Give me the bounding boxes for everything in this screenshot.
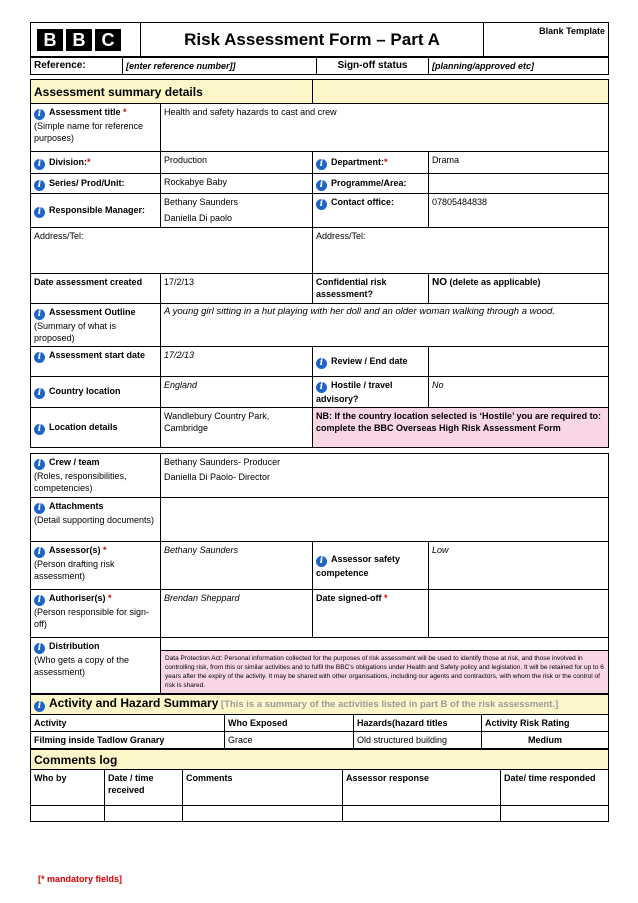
- crew-cell: [31, 454, 161, 498]
- location-field[interactable]: Wandlebury Country Park, Cambridge: [161, 408, 313, 448]
- hostile-cell: [313, 377, 429, 408]
- signed-cell: [313, 590, 429, 638]
- form-title: Risk Assessment Form – Part A: [141, 23, 484, 57]
- comment-cell[interactable]: [105, 806, 183, 822]
- summary-heading-blank: [313, 80, 609, 104]
- crew-member-2: Daniella Di Paolo- Director: [164, 472, 271, 482]
- comment-cell[interactable]: [343, 806, 501, 822]
- address-field-2[interactable]: Address/Tel:: [313, 228, 609, 274]
- mandatory-star: *: [384, 593, 388, 603]
- country-field[interactable]: England: [161, 377, 313, 408]
- signed-label: Date signed-off: [316, 593, 382, 603]
- hostile-field[interactable]: No: [429, 377, 609, 408]
- info-icon: i: [316, 358, 327, 369]
- date-received-col-header: Date / time received: [105, 770, 183, 806]
- header-table: [30, 22, 609, 57]
- reference-label: Reference:: [31, 58, 123, 75]
- authoriser-label: Authoriser(s): [49, 593, 106, 603]
- assessor-sub: (Person drafting risk assessment): [34, 559, 115, 581]
- comments-heading: Comments log: [31, 750, 609, 770]
- attach-sub: (Detail supporting documents): [34, 515, 155, 525]
- contact-cell: [313, 194, 429, 228]
- signoff-label: Sign-off status: [317, 58, 429, 75]
- info-icon: i: [34, 109, 45, 120]
- reference-field[interactable]: [enter reference number]]: [123, 58, 317, 75]
- assessor-response-col-header: Assessor response: [343, 770, 501, 806]
- mandatory-star: *: [108, 593, 112, 603]
- division-field[interactable]: Production: [161, 152, 313, 174]
- logo-letter-b2: B: [66, 29, 92, 51]
- risk-rating-col-header: Activity Risk Rating: [482, 715, 609, 732]
- department-field[interactable]: Drama: [429, 152, 609, 174]
- reference-table: [30, 57, 609, 75]
- activity-cell[interactable]: Filming inside Tadlow Granary: [31, 732, 225, 749]
- summary-heading: Assessment summary details: [31, 80, 313, 104]
- programme-field[interactable]: [429, 174, 609, 194]
- attach-field[interactable]: [161, 498, 609, 542]
- programme-cell: [313, 174, 429, 194]
- who-exposed-cell[interactable]: Grace: [225, 732, 354, 749]
- manager-label: Responsible Manager:: [49, 204, 146, 215]
- hazards-col-header: Hazards(hazard titles: [354, 715, 482, 732]
- info-icon: i: [316, 180, 327, 191]
- assessor-label: Assessor(s): [49, 545, 101, 555]
- info-icon: i: [34, 352, 45, 363]
- hazards-cell[interactable]: Old structured building: [354, 732, 482, 749]
- info-icon: i: [34, 207, 45, 218]
- info-icon: i: [34, 701, 45, 712]
- manager-name-1: Bethany Saunders: [164, 197, 239, 207]
- info-icon: i: [316, 382, 327, 393]
- distribution-cell: [31, 638, 161, 694]
- distribution-field[interactable]: [161, 638, 609, 694]
- info-icon: i: [34, 309, 45, 320]
- assessor-cell: [31, 542, 161, 590]
- table-row: [31, 806, 609, 822]
- assessment-title-label: Assessment title: [49, 107, 121, 117]
- department-cell: [313, 152, 429, 174]
- competence-field[interactable]: Low: [429, 542, 609, 590]
- attach-label: Attachments: [49, 501, 104, 511]
- crew-field[interactable]: [161, 454, 609, 498]
- assessment-title-cell: [31, 104, 161, 152]
- signoff-field[interactable]: [planning/approved etc]: [429, 58, 609, 75]
- info-icon: i: [34, 503, 45, 514]
- info-icon: i: [34, 547, 45, 558]
- info-icon: i: [34, 180, 45, 191]
- start-label: Assessment start date: [49, 350, 146, 360]
- summary-table: [30, 79, 609, 694]
- assessment-title-sub: (Simple name for reference purposes): [34, 121, 144, 143]
- who-exposed-col-header: Who Exposed: [225, 715, 354, 732]
- contact-label: Contact office:: [331, 197, 394, 207]
- competence-label: Assessor safety competence: [316, 553, 401, 578]
- authoriser-cell: [31, 590, 161, 638]
- who-by-col-header: Who by: [31, 770, 105, 806]
- series-label: Series/ Prod/Unit:: [49, 177, 125, 188]
- info-icon: i: [316, 159, 327, 170]
- crew-label: Crew / team: [49, 457, 100, 467]
- mandatory-star: *: [384, 156, 388, 167]
- location-cell: [31, 408, 161, 448]
- confidential-field[interactable]: [429, 274, 609, 304]
- location-label: Location details: [49, 421, 118, 432]
- signed-field[interactable]: [429, 590, 609, 638]
- crew-sub: (Roles, responsibilities, competencies): [34, 471, 127, 493]
- logo-letter-b1: B: [37, 29, 63, 51]
- info-icon: i: [316, 199, 327, 210]
- division-cell: [31, 152, 161, 174]
- assessment-title-field[interactable]: Health and safety hazards to cast and crew: [161, 104, 609, 152]
- outline-label: Assessment Outline: [49, 307, 136, 317]
- contact-field[interactable]: 07805484838: [429, 194, 609, 228]
- info-icon: i: [34, 159, 45, 170]
- review-cell: [313, 347, 429, 377]
- comment-cell[interactable]: [31, 806, 105, 822]
- series-field[interactable]: Rockabye Baby: [161, 174, 313, 194]
- comment-cell[interactable]: [501, 806, 609, 822]
- manager-field[interactable]: [161, 194, 313, 228]
- manager-cell: [31, 194, 161, 228]
- comments-table: [30, 749, 609, 822]
- info-icon: i: [34, 388, 45, 399]
- info-icon: i: [34, 643, 45, 654]
- template-label: Blank Template: [484, 23, 609, 57]
- hostile-label: Hostile / travel advisory?: [316, 380, 393, 404]
- outline-cell: [31, 304, 161, 347]
- outline-field[interactable]: A young girl sitting in a hut playing with her doll and an older woman walking through a wood.: [161, 304, 609, 347]
- info-icon: i: [34, 595, 45, 606]
- division-label: Division:: [49, 156, 88, 167]
- series-cell: [31, 174, 161, 194]
- comments-col-header: Comments: [183, 770, 343, 806]
- info-icon: i: [316, 556, 327, 567]
- confidential-label: Confidential risk assessment?: [313, 274, 429, 304]
- location-note: NB: If the country location selected is ‘Hostile’ you are required to: complete the BBC Overseas High Risk Assessment Form: [313, 408, 609, 448]
- bbc-logo: [31, 23, 141, 57]
- country-cell: [31, 377, 161, 408]
- activity-heading: Activity and Hazard Summary: [49, 696, 219, 710]
- info-icon: i: [34, 424, 45, 435]
- table-row: [31, 732, 609, 749]
- address-field-1[interactable]: Address/Tel:: [31, 228, 313, 274]
- mandatory-star: *: [87, 156, 91, 167]
- logo-letter-c: C: [95, 29, 121, 51]
- distribution-sub: (Who gets a copy of the assessment): [34, 655, 130, 677]
- risk-rating-cell[interactable]: Medium: [482, 732, 609, 749]
- assessor-field[interactable]: Bethany Saunders: [161, 542, 313, 590]
- confidential-value: NO: [432, 277, 447, 288]
- start-cell: [31, 347, 161, 377]
- mandatory-star: *: [103, 545, 107, 555]
- competence-cell: [313, 542, 429, 590]
- manager-name-2: Daniella Di paolo: [164, 213, 233, 223]
- country-label: Country location: [49, 386, 121, 396]
- risk-assessment-form: [30, 22, 608, 822]
- activity-table: [30, 694, 609, 749]
- activity-heading-cell: [31, 695, 609, 715]
- activity-col-header: Activity: [31, 715, 225, 732]
- authoriser-sub: (Person responsible for sign-off): [34, 607, 150, 629]
- mandatory-fields-note: [* mandatory fields]: [38, 874, 123, 884]
- date-created-field[interactable]: 17/2/13: [161, 274, 313, 304]
- date-created-label: Date assessment created: [31, 274, 161, 304]
- mandatory-star: *: [123, 107, 127, 117]
- start-field[interactable]: 17/2/13: [161, 347, 313, 377]
- review-label: Review / End date: [331, 355, 408, 366]
- crew-member-1: Bethany Saunders- Producer: [164, 457, 281, 467]
- review-field[interactable]: [429, 347, 609, 377]
- confidential-note: (delete as applicable): [449, 277, 541, 287]
- outline-sub: (Summary of what is proposed): [34, 321, 117, 343]
- activity-heading-note: [This is a summary of the activities listed in part B of the risk assessment.]: [220, 699, 559, 710]
- info-icon: i: [34, 459, 45, 470]
- authoriser-field[interactable]: Brendan Sheppard: [161, 590, 313, 638]
- department-label: Department:: [331, 156, 385, 167]
- date-responded-col-header: Date/ time responded: [501, 770, 609, 806]
- distribution-label: Distribution: [49, 641, 100, 651]
- data-protection-notice: Data Protection Act: Personal information collected for the purposes of risk assessment will be used to identify those at risk, and those involved in controlling risk, from this or similar activities and to fulfil the BBC’s obligations under Health and Safety policy and legislation. It will be retained for up to 6 years after the expiry of the activity. It may be shared with other organisations, including our agents and contractors, with whom the risk or the control of risk is shared.: [161, 650, 608, 693]
- attach-cell: [31, 498, 161, 542]
- comment-cell[interactable]: [183, 806, 343, 822]
- programme-label: Programme/Area:: [331, 177, 407, 188]
